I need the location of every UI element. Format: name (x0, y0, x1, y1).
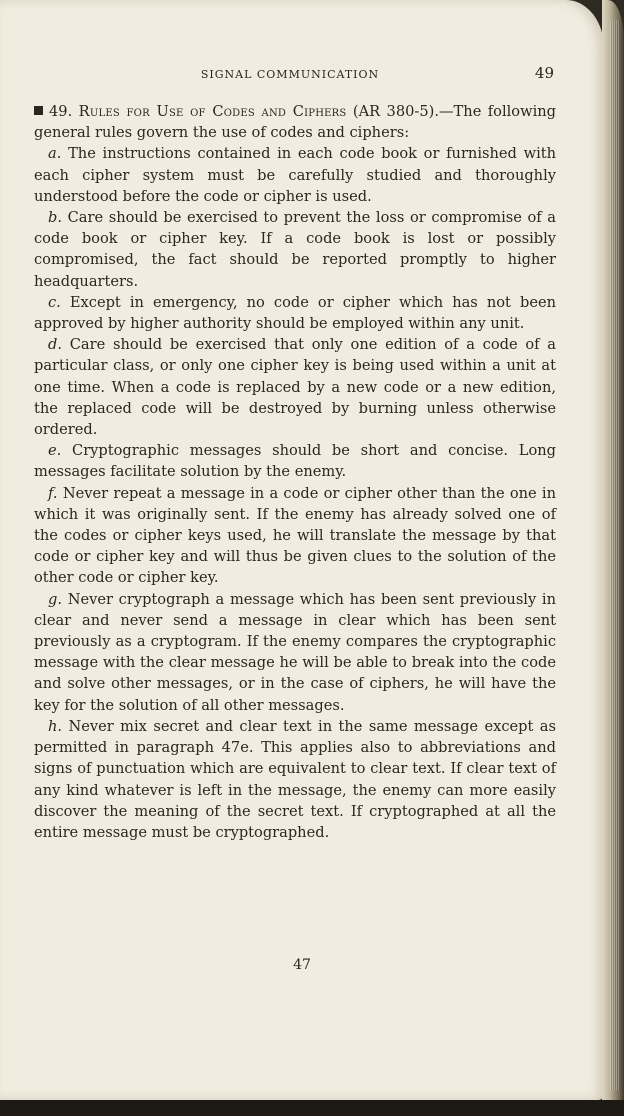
scan-bottom-strip (0, 1100, 624, 1116)
running-head: SIGNAL COMMUNICATION (200, 68, 380, 81)
paragraph-b (34, 207, 556, 292)
paragraph-e (34, 440, 556, 482)
paragraph-letter: h. (48, 717, 63, 735)
paragraph-text: The instructions contained in each code book or furnished with each cipher system must be carefully studied and thoroughly understood before the code or cipher is used. (34, 145, 556, 205)
page-body (34, 101, 556, 843)
paragraph-f (34, 483, 556, 589)
paragraph-letter: d. (48, 336, 62, 354)
folio-number: 47 (293, 957, 311, 973)
paragraph-text: Care should be exercised that only one edition of a code of a particular class, or only one cipher key is being used within a unit at one time. When a code is replaced by a new code or a new edition, the replaced code will be destroyed by burning unless otherwise ordered. (34, 336, 556, 439)
paragraph-text: Except in emergency, no code or cipher which has not been approved by higher authority should be employed within any unit. (34, 293, 556, 333)
section-reference: (AR 380-5) (352, 103, 435, 120)
page-edge (602, 0, 624, 1100)
section-marker-icon (34, 106, 43, 115)
paragraph-text: Never mix secret and clear text in the same message except as permitted in paragraph 47e. This applies also to abbreviations and signs of punctuation which are equivalent to clear text. If clear text of any kind whatever is left in the message, the enemy can more easily discover the meaning of the secret text. If cryptographed at all the entire message must be cryptographed. (34, 717, 556, 841)
paragraph-letter: c. (48, 293, 61, 311)
page-header (0, 64, 604, 88)
paragraph-text: Never repeat a message in a code or cipher other than the one in which it was originally sent. If the enemy has already solved one of the codes or cipher keys used, he will translate the message by that code or cipher key and will thus be given clues to the solution of the other code or cipher key. (34, 484, 557, 587)
paragraph-a (34, 143, 556, 207)
paragraph-letter: f. (48, 484, 58, 502)
paragraph-g (34, 589, 556, 716)
paragraph-d (34, 334, 556, 440)
paragraph-h (34, 716, 556, 843)
paragraph-c (34, 292, 556, 334)
paragraph-letter: a. (48, 145, 62, 163)
paragraph-text: Cryptographic messages should be short and concise. Long messages facilitate solution by the enemy. (34, 442, 557, 481)
paragraph-letter: b. (48, 209, 62, 227)
section-title: Rules for Use of Codes and Ciphers (78, 103, 347, 120)
page-number: 49 (534, 64, 554, 82)
paragraph-text: Never cryptograph a message which has been sent previously in clear and never send a message in clear which has been sent previously as a cryptogram. If the enemy compares the cryptographic message with the clear message he will be able to break into the code and solve other messages, or in the case of ciphers, he will have the key for the solution of all other messages. (34, 590, 557, 714)
paragraph-letter: e. (48, 442, 62, 460)
paragraph-letter: g. (48, 590, 62, 608)
section-intro: .—The following general rules govern the use of codes and ciphers: (34, 103, 556, 142)
section-number: 49. (49, 103, 73, 120)
paragraph-text: Care should be exercised to prevent the loss or compromise of a code book or cipher key. If a code book is lost or possibly compromised, the fact should be reported promptly to higher headquarters. (34, 209, 557, 290)
section-heading (34, 101, 556, 143)
page-edge-lines (610, 20, 620, 1090)
